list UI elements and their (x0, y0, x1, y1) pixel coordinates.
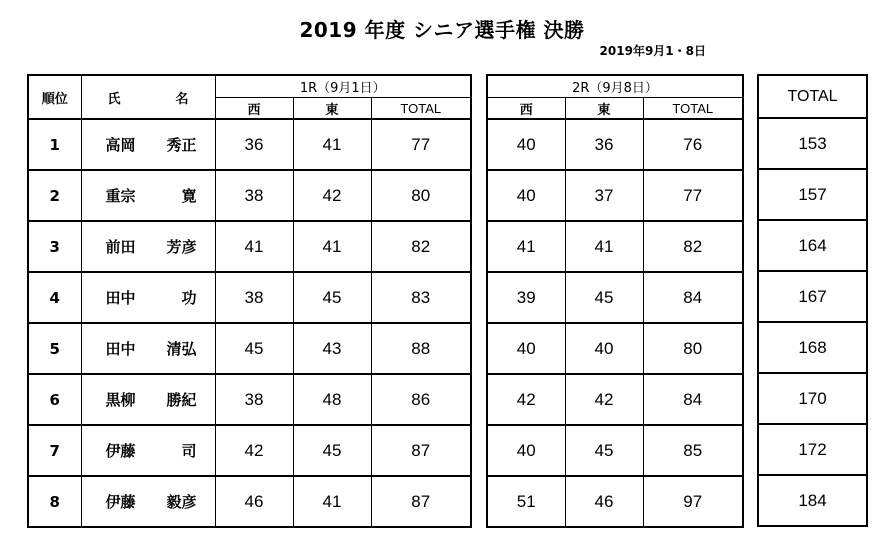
given-name: 清弘 (166, 340, 197, 358)
r2-total-cell: 76 (643, 119, 743, 170)
name-cell (81, 425, 215, 476)
r1-west-cell: 38 (215, 170, 293, 221)
family-name: 田中 (105, 340, 136, 358)
r2-total-cell: 82 (643, 221, 743, 272)
page-title: 2019 年度 シニア選手権 決勝 (299, 18, 585, 42)
grand-total-table (757, 74, 868, 527)
grand-total-cell: 164 (758, 220, 867, 271)
name-header (81, 75, 215, 119)
table-row (758, 424, 867, 475)
r2-east-cell: 37 (565, 170, 643, 221)
rank-cell: 3 (28, 221, 81, 272)
name-cell (81, 476, 215, 527)
name-cell (81, 374, 215, 425)
table-row (487, 425, 743, 476)
r1-west-cell: 36 (215, 119, 293, 170)
given-name: 司 (181, 442, 197, 460)
table-row (487, 170, 743, 221)
name-cell (81, 272, 215, 323)
name-header-second: 名 (175, 91, 189, 107)
table-row (487, 323, 743, 374)
r2-east-cell: 45 (565, 272, 643, 323)
r2-total-cell: 97 (643, 476, 743, 527)
r1-west-cell: 45 (215, 323, 293, 374)
r1-total-cell: 87 (371, 476, 471, 527)
r1-total-cell: 80 (371, 170, 471, 221)
table-row (487, 374, 743, 425)
family-name: 前田 (105, 238, 136, 256)
r2-east-cell: 46 (565, 476, 643, 527)
round1-west-header: 西 (215, 98, 293, 120)
r2-total-cell: 84 (643, 272, 743, 323)
r1-east-cell: 41 (293, 221, 371, 272)
family-name: 高岡 (105, 136, 136, 154)
event-date: 2019年9月1・8日 (599, 44, 706, 58)
r1-west-cell: 46 (215, 476, 293, 527)
r2-west-cell: 51 (487, 476, 565, 527)
rank-cell: 6 (28, 374, 81, 425)
rank-cell: 1 (28, 119, 81, 170)
r2-west-cell: 40 (487, 119, 565, 170)
r1-east-cell: 41 (293, 119, 371, 170)
r1-east-cell: 42 (293, 170, 371, 221)
table-row (28, 425, 471, 476)
r2-east-cell: 36 (565, 119, 643, 170)
grand-total-cell: 167 (758, 271, 867, 322)
round2-header: 2R（9月8日） (487, 75, 743, 98)
rank-cell: 7 (28, 425, 81, 476)
table-row (487, 119, 743, 170)
r1-west-cell: 38 (215, 374, 293, 425)
name-cell (81, 323, 215, 374)
r1-east-cell: 45 (293, 272, 371, 323)
grand-total-cell: 170 (758, 373, 867, 424)
r1-total-cell: 86 (371, 374, 471, 425)
table-row (28, 119, 471, 170)
r2-total-cell: 84 (643, 374, 743, 425)
given-name: 毅彦 (166, 493, 197, 511)
table-row (758, 373, 867, 424)
family-name: 重宗 (105, 187, 136, 205)
round2-west-header: 西 (487, 98, 565, 120)
r2-total-cell: 80 (643, 323, 743, 374)
rank-cell: 2 (28, 170, 81, 221)
r2-west-cell: 40 (487, 170, 565, 221)
r1-west-cell: 41 (215, 221, 293, 272)
round1-east-header: 東 (293, 98, 371, 120)
table-row (758, 271, 867, 322)
table-row (487, 272, 743, 323)
given-name: 芳彦 (166, 238, 197, 256)
r2-east-cell: 40 (565, 323, 643, 374)
grand-total-cell: 168 (758, 322, 867, 373)
r2-east-cell: 45 (565, 425, 643, 476)
table-row (758, 220, 867, 271)
rank-cell: 8 (28, 476, 81, 527)
table-row (758, 475, 867, 526)
round2-east-header: 東 (565, 98, 643, 120)
r1-west-cell: 42 (215, 425, 293, 476)
r1-east-cell: 43 (293, 323, 371, 374)
grand-total-cell: 172 (758, 424, 867, 475)
table-row (487, 221, 743, 272)
round1-total-header: TOTAL (371, 98, 471, 120)
r1-total-cell: 83 (371, 272, 471, 323)
rank-cell: 5 (28, 323, 81, 374)
r2-east-cell: 41 (565, 221, 643, 272)
table-row (28, 476, 471, 527)
r1-total-cell: 82 (371, 221, 471, 272)
r2-west-cell: 40 (487, 425, 565, 476)
r1-total-cell: 87 (371, 425, 471, 476)
given-name: 寛 (181, 187, 197, 205)
round2-total-header: TOTAL (643, 98, 743, 120)
r1-east-cell: 48 (293, 374, 371, 425)
grand-total-cell: 184 (758, 475, 867, 526)
given-name: 勝紀 (166, 391, 197, 409)
grand-total-cell: 153 (758, 118, 867, 169)
rank-header: 順位 (28, 75, 81, 119)
table-row (28, 323, 471, 374)
r2-west-cell: 42 (487, 374, 565, 425)
given-name: 功 (181, 289, 197, 307)
table-row (758, 322, 867, 373)
family-name: 黒柳 (105, 391, 136, 409)
r2-west-cell: 39 (487, 272, 565, 323)
round1-table (27, 74, 472, 528)
r2-east-cell: 42 (565, 374, 643, 425)
name-cell (81, 221, 215, 272)
table-row (758, 169, 867, 220)
family-name: 伊藤 (105, 442, 136, 460)
grand-total-header: TOTAL (758, 75, 867, 118)
grand-total-cell: 157 (758, 169, 867, 220)
table-row (28, 272, 471, 323)
r1-east-cell: 45 (293, 425, 371, 476)
round1-header: 1R（9月1日） (215, 75, 471, 98)
r1-east-cell: 41 (293, 476, 371, 527)
table-row (758, 118, 867, 169)
r2-west-cell: 40 (487, 323, 565, 374)
table-row (28, 221, 471, 272)
r2-total-cell: 85 (643, 425, 743, 476)
name-cell (81, 170, 215, 221)
given-name: 秀正 (166, 136, 197, 154)
r1-total-cell: 77 (371, 119, 471, 170)
r1-west-cell: 38 (215, 272, 293, 323)
table-row (487, 476, 743, 527)
table-row (28, 170, 471, 221)
r2-west-cell: 41 (487, 221, 565, 272)
family-name: 伊藤 (105, 493, 136, 511)
name-cell (81, 119, 215, 170)
table-row (28, 374, 471, 425)
r2-total-cell: 77 (643, 170, 743, 221)
family-name: 田中 (105, 289, 136, 307)
r1-total-cell: 88 (371, 323, 471, 374)
rank-cell: 4 (28, 272, 81, 323)
round2-table (486, 74, 744, 528)
name-header-first: 氏 (107, 91, 121, 107)
